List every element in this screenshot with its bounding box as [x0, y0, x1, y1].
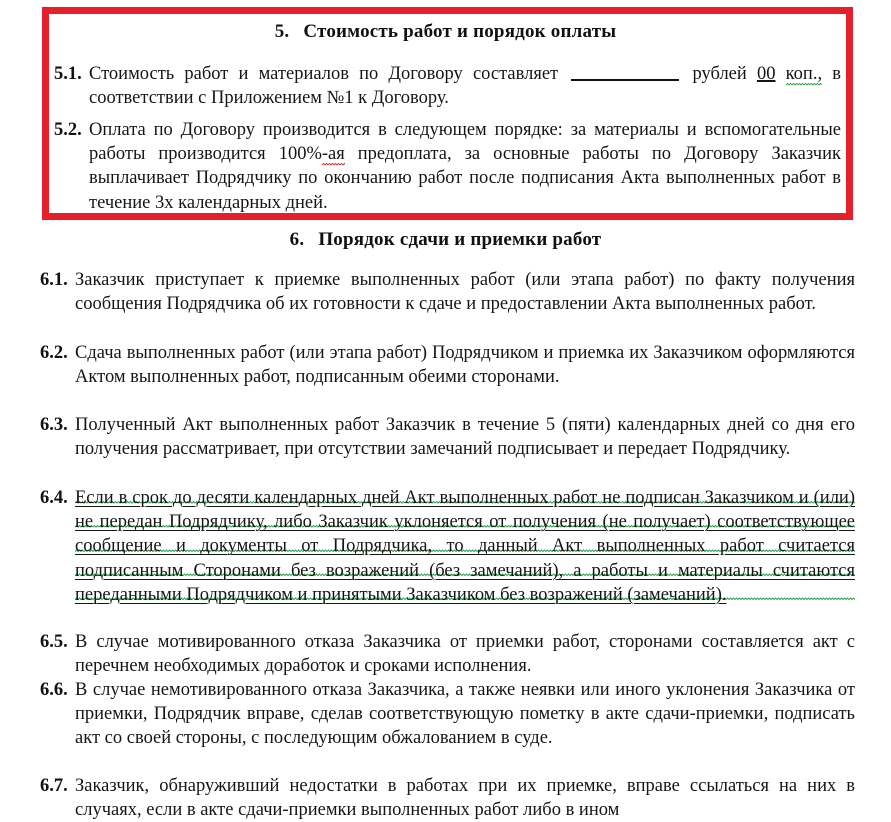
clause-5-1	[42, 62, 853, 110]
clause-5-2	[42, 118, 853, 215]
percent-suffix-spell-flag: -ая	[321, 144, 345, 165]
clause-6-5	[28, 630, 873, 678]
clause-6-5-text: В случае мотивированного отказа Заказчика от приемки работ, сторонами составляется акт с перечнем необходимых доработок и сроками исполнения.	[75, 632, 855, 677]
clause-5-2-marker: 5.2.	[54, 120, 82, 140]
kopeck-label-grammar-flag: коп.,	[785, 64, 823, 84]
clause-6-1	[28, 268, 873, 316]
clause-6-5-marker: 6.5.	[40, 632, 68, 652]
clause-5-1-marker: 5.1.	[54, 64, 82, 84]
clause-6-3-text: Полученный Акт выполненных работ Заказчик в течение 5 (пяти) календарных дней со дня его получения рассматривает, при отсутствии замечаний подписывает и передает Подрядчику.	[75, 415, 855, 460]
section-5-number: 5.	[274, 21, 290, 42]
section-6-number: 6.	[289, 229, 305, 250]
clause-5-2-text	[89, 118, 841, 215]
clause-6-6	[28, 678, 873, 751]
clause-5-1-segment-text-2: рублей	[682, 64, 757, 84]
clause-6-7-marker: 6.7.	[40, 776, 68, 796]
section-6-heading	[0, 228, 891, 252]
section-5-heading	[0, 20, 891, 44]
clause-6-2	[28, 341, 873, 389]
clause-6-4-text: Если в срок до десяти календарных дней Акт выполненных работ не подписан Заказчиком и (или) не передан Подрядчику, либо Заказчик уклоняется от получения (не получает) соответствующее сообщение и документы от Подрядчика, то данный Акт выполненных работ считается подписанным Сторонами без возражений (без замечаний), а работы и материалы считаются переданными Подрядчиком и принятыми Заказчиком без возражений (замечаний).	[75, 486, 855, 607]
clause-6-4-marker: 6.4.	[40, 488, 68, 508]
clause-5-1-segment-text-1: Стоимость работ и материалов по Договору составляет	[89, 64, 569, 84]
clause-6-1-text: Заказчик приступает к приемке выполненных работ (или этапа работ) по факту получения сообщения Подрядчика об их готовности к сдаче и предоставлении Акта выполненных работ.	[75, 270, 855, 315]
section-6-title: Порядок сдачи и приемки работ	[318, 229, 602, 250]
clause-6-6-marker: 6.6.	[40, 680, 68, 700]
clause-6-1-marker: 6.1.	[40, 270, 68, 290]
clause-6-3-marker: 6.3.	[40, 415, 68, 435]
clause-6-2-text: Сдача выполненных работ (или этапа работ) Подрядчиком и приемка их Заказчиком оформляются Актом выполненных работ, подписанным обеими сторонами.	[75, 343, 855, 388]
clause-5-2-segment-text-1: Оплата по Договору производится в следующем порядке: за материалы и вспомогательные работы производится 100%	[89, 120, 841, 165]
clause-6-7-text: Заказчик, обнаруживший недостатки в работах при их приемке, вправе ссылаться на них в случаях, если в акте сдачи-приемки выполненных работ либо в ином	[75, 776, 855, 821]
clause-5-1-space	[775, 64, 785, 84]
clause-5-1-segment-text-3: в соответствии с Приложением №1 к Договору.	[89, 64, 841, 109]
clause-5-1-text	[89, 62, 841, 110]
clause-6-6-text: В случае немотивированного отказа Заказчика, а также неявки или иного уклонения Заказчика от приемки, Подрядчик вправе, сделав соответствующую пометку в акте сдачи-приемки, подписать акт со своей стороны, с последующим обжалованием в суде.	[75, 680, 855, 749]
clause-5-2-segment-text-2: предоплата, за основные работы по Договору Заказчик выплачивает Подрядчику по окончанию работ после подписания Акта выполненных работ в течение 3х календарных дней.	[89, 144, 841, 213]
section-5-title: Стоимость работ и порядок оплаты	[303, 21, 617, 42]
clause-6-7	[28, 774, 873, 822]
amount-blank-field[interactable]	[571, 79, 679, 81]
clause-6-3	[28, 413, 873, 461]
kopeck-value: 00	[756, 64, 776, 84]
clause-6-2-marker: 6.2.	[40, 343, 68, 363]
clause-6-4	[28, 486, 873, 607]
